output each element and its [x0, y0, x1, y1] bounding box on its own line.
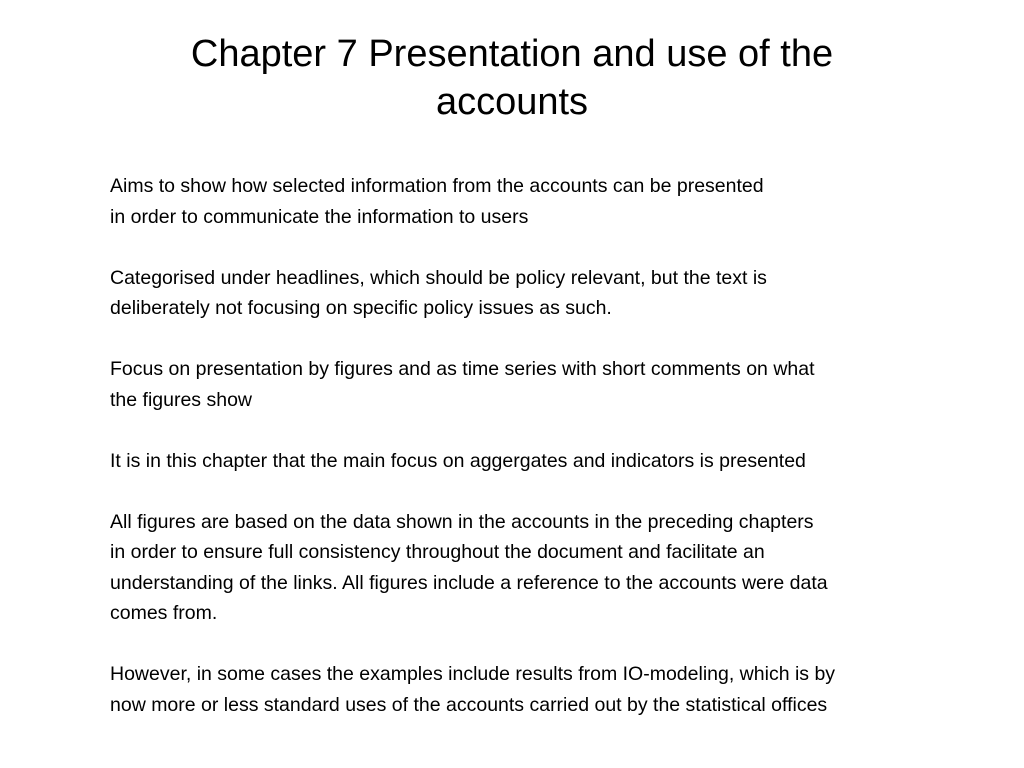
paragraph-aims: Aims to show how selected information from the accounts can be presented in order to communicate the information to users: [110, 175, 764, 228]
paragraph-focus: Focus on presentation by figures and as time series with short comments on what the figures show: [110, 358, 815, 411]
paragraph-io-modeling: However, in some cases the examples include results from IO-modeling, which is by now more or less standard uses of the accounts carried out by the statistical offices: [110, 663, 836, 716]
slide-body: [110, 171, 990, 720]
paragraph-figures: All figures are based on the data shown in the accounts in the preceding chapters in order to ensure full consistency throughout the document and facilitate an understanding of the links. All figures include a reference to the accounts were data comes from.: [110, 510, 828, 624]
paragraph-categorised: Categorised under headlines, which should be policy relevant, but the text is deliberately not focusing on specific policy issues as such.: [110, 266, 767, 319]
slide-title: Chapter 7 Presentation and use of the accounts: [190, 33, 834, 123]
paragraph-aggregates: It is in this chapter that the main focus on aggergates and indicators is presented: [110, 449, 806, 472]
